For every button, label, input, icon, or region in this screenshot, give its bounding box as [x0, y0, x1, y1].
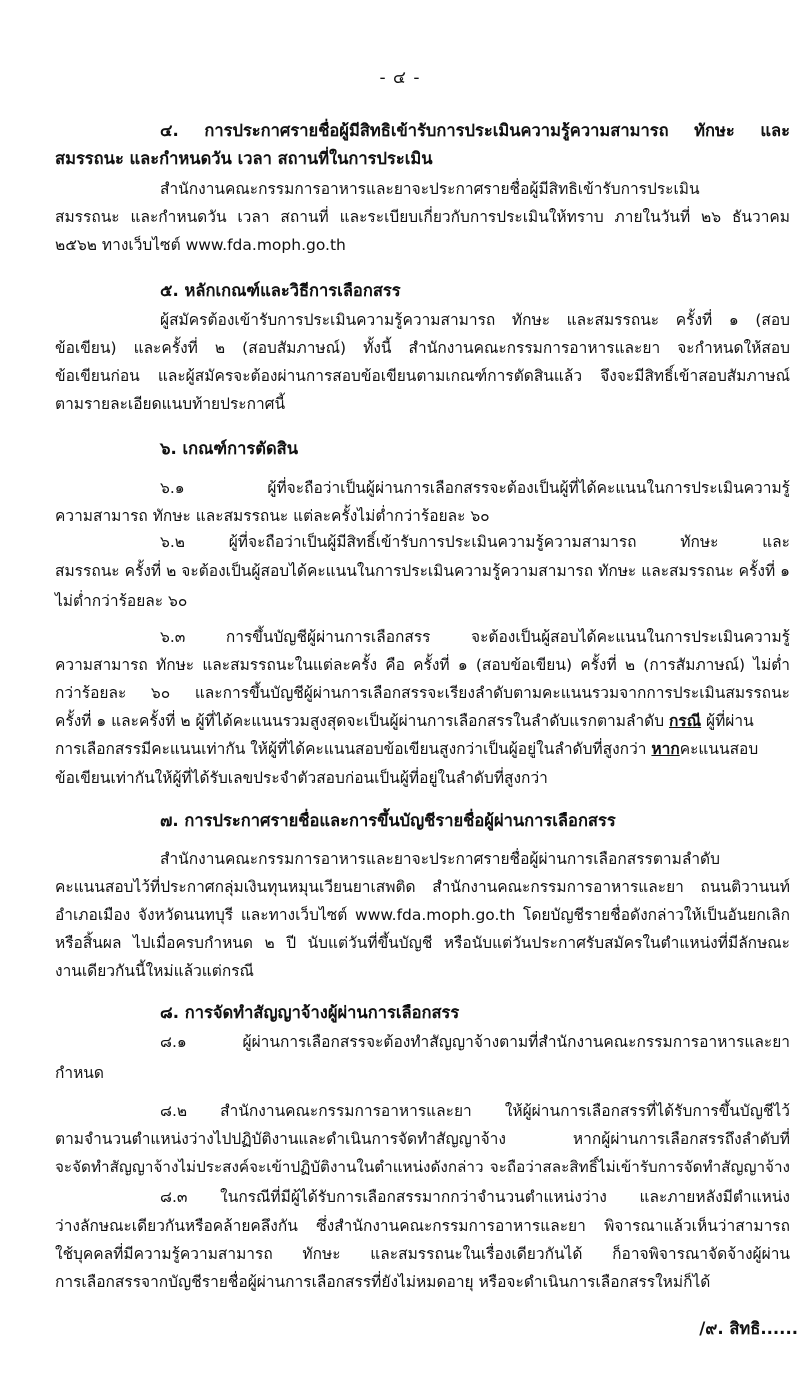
section-8-2-line: ตามจำนวนตำแหน่งว่างไปปฏิบัติงานและดำเนินการจัดทำสัญญาจ้าง หากผู้ผ่านการเลือกสรรถึงลำดับที่ [55, 1130, 790, 1148]
section-7-body-line: งานเดียวกันนี้ใหม่แล้วแต่กรณี [55, 962, 254, 980]
section-6-3-line: ความสามารถ ทักษะ และสมรรถนะในแต่ละครั้ง คือ ครั้งที่ ๑ (สอบข้อเขียน) ครั้งที่ ๒ (การสัมภาษณ์) ไม่ต่ำ [55, 656, 790, 674]
section-6-heading: ๖. เกณฑ์การตัดสิน [160, 439, 299, 458]
section-8-3-line: ๘.๓ ในกรณีที่มีผู้ได้รับการเลือกสรรมากกว่าจำนวนตำแหน่งว่าง และภายหลังมีตำแหน่ง [160, 1188, 790, 1206]
section-8-3-line: การเลือกสรรจากบัญชีรายชื่อผู้ผ่านการเลือกสรรที่ยังไม่หมดอายุ หรือจะดำเนินการเลือกสรรใหม่ก็ได้ [55, 1273, 711, 1291]
section-6-3-text: การเลือกสรรมีคะแนนเท่ากัน ให้ผู้ที่ได้คะแนนสอบข้อเขียนสูงกว่าเป็นผู้อยู่ในลำดับที่สูงกว่า [55, 740, 652, 758]
section-6-3-line [55, 738, 790, 760]
continuation-footer: /๙. สิทธิ...... [699, 1319, 798, 1338]
section-6-1-line: ๖.๑ ผู้ที่จะถือว่าเป็นผู้ผ่านการเลือกสรรจะต้องเป็นผู้ที่ได้คะแนนในการประเมินความรู้ [160, 479, 790, 497]
section-6-3-text: คะแนนสอบ [679, 740, 759, 758]
section-4-body-line: สมรรถนะ และกำหนดวัน เวลา สถานที่ และระเบียบเกี่ยวกับการประเมินให้ทราบ ภายในวันที่ ๒๖ ธันวาคม [55, 208, 790, 226]
section-7-heading: ๗. การประกาศรายชื่อและการขึ้นบัญชีรายชื่อผู้ผ่านการเลือกสรร [160, 811, 616, 830]
section-6-2-line: ไม่ต่ำกว่าร้อยละ ๖๐ [55, 592, 188, 610]
section-7-body-line: อำเภอเมือง จังหวัดนนทบุรี และทางเว็บไซต์ www.fda.moph.go.th โดยบัญชีรายชื่อดังกล่าวให้เป็นอันยกเลิก [55, 906, 790, 924]
section-4-heading-line-2: สมรรถนะ และกำหนดวัน เวลา สถานที่ในการประเมิน [55, 149, 433, 168]
section-5-heading: ๕. หลักเกณฑ์และวิธีการเลือกสรร [160, 281, 401, 300]
section-8-3-line: ใช้บุคคลที่มีความรู้ความสามารถ ทักษะ และสมรรถนะในเรื่องเดียวกันได้ ก็อาจพิจารณาจัดจ้างผู้ผ่าน [55, 1245, 790, 1263]
section-4-heading-line-1: ๔. การประกาศรายชื่อผู้มีสิทธิเข้ารับการประเมินความรู้ความสามารถ ทักษะ และ [160, 121, 790, 140]
section-6-3-line: กว่าร้อยละ ๖๐ และการขึ้นบัญชีผู้ผ่านการเลือกสรรจะเรียงลำดับตามคะแนนรวมจากการประเมินสมรรถนะ [55, 684, 790, 702]
section-5-body-line: ตามรายละเอียดแนบท้ายประกาศนี้ [55, 395, 286, 413]
section-7-body-line: สำนักงานคณะกรรมการอาหารและยาจะประกาศรายชื่อผู้ผ่านการเลือกสรรตามลำดับ [160, 850, 720, 868]
underlined-if-word: หาก [651, 740, 680, 758]
section-8-2-line: ๘.๒ สำนักงานคณะกรรมการอาหารและยา ให้ผู้ผ่านการเลือกสรรที่ได้รับการขึ้นบัญชีไว้ [160, 1102, 790, 1120]
section-4-body-line: สำนักงานคณะกรรมการอาหารและยาจะประกาศรายชื่อผู้มีสิทธิเข้ารับการประเมิน [160, 180, 700, 198]
page-number: - ๔ - [379, 68, 421, 88]
section-5-body-line: ข้อเขียน) และครั้งที่ ๒ (สอบสัมภาษณ์) ทั้งนี้ สำนักงานคณะกรรมการอาหารและยา จะกำหนดให้สอบ [55, 339, 790, 357]
section-6-1-line: ความสามารถ ทักษะ และสมรรถนะ แต่ละครั้งไม่ต่ำกว่าร้อยละ ๖๐ [55, 507, 490, 525]
section-6-3-text: ครั้งที่ ๑ และครั้งที่ ๒ ผู้ที่ได้คะแนนรวมสูงสุดจะเป็นผู้ผ่านการเลือกสรรในลำดับแรกตามลำดับ [55, 712, 669, 730]
section-6-3-line: ๖.๓ การขึ้นบัญชีผู้ผ่านการเลือกสรร จะต้องเป็นผู้สอบได้คะแนนในการประเมินความรู้ [160, 628, 790, 646]
section-5-body-line: ข้อเขียนก่อน และผู้สมัครจะต้องผ่านการสอบข้อเขียนตามเกณฑ์การตัดสินแล้ว จึงจะมีสิทธิ์เข้าสอบสัมภาษณ์ [55, 367, 790, 385]
section-4-body-line: ๒๕๖๒ ทางเว็บไซต์ www.fda.moph.go.th [55, 236, 346, 254]
section-7-body-line: คะแนนสอบไว้ที่ประกาศกลุ่มเงินทุนหมุนเวียนยาเสพติด สำนักงานคณะกรรมการอาหารและยา ถนนติวานนท์ [55, 878, 790, 896]
section-8-1-line: ๘.๑ ผู้ผ่านการเลือกสรรจะต้องทำสัญญาจ้างตามที่สำนักงานคณะกรรมการอาหารและยา [160, 1033, 790, 1051]
section-6-2-line: ๖.๒ ผู้ที่จะถือว่าเป็นผู้มีสิทธิ์เข้ารับการประเมินความรู้ความสามารถ ทักษะ และ [160, 533, 790, 551]
section-7-body-line: หรือสิ้นผล ไปเมื่อครบกำหนด ๒ ปี นับแต่วันที่ขึ้นบัญชี หรือนับแต่วันประกาศรับสมัครในตำแหน่งที่มีลักษณะ [55, 934, 790, 952]
section-8-2-line: จะจัดทำสัญญาจ้างไม่ประสงค์จะเข้าปฏิบัติงานในตำแหน่งดังกล่าว จะถือว่าสละสิทธิ์ไม่เข้ารับการจัดทำสัญญาจ้าง [55, 1158, 790, 1176]
underlined-case-word: กรณี [668, 712, 702, 730]
section-6-3-line [55, 710, 790, 732]
section-6-3-line: ข้อเขียนเท่ากันให้ผู้ที่ได้รับเลขประจำตัวสอบก่อนเป็นผู้ที่อยู่ในลำดับที่สูงกว่า [55, 769, 548, 787]
section-6-2-line: สมรรถนะ ครั้งที่ ๒ จะต้องเป็นผู้สอบได้คะแนนในการประเมินความรู้ความสามารถ ทักษะ และสมรรถนะ ครั้งที่ ๑ [55, 562, 790, 580]
section-6-3-text: ผู้ที่ผ่าน [701, 712, 754, 730]
section-8-heading: ๘. การจัดทำสัญญาจ้างผู้ผ่านการเลือกสรร [160, 1003, 460, 1022]
section-8-3-line: ว่างลักษณะเดียวกันหรือคล้ายคลึงกัน ซึ่งสำนักงานคณะกรรมการอาหารและยา พิจารณาแล้วเห็นว่าสามารถ [55, 1217, 790, 1235]
section-5-body-line: ผู้สมัครต้องเข้ารับการประเมินความรู้ความสามารถ ทักษะ และสมรรถนะ ครั้งที่ ๑ (สอบ [160, 311, 790, 329]
section-8-1-line: กำหนด [55, 1064, 104, 1082]
